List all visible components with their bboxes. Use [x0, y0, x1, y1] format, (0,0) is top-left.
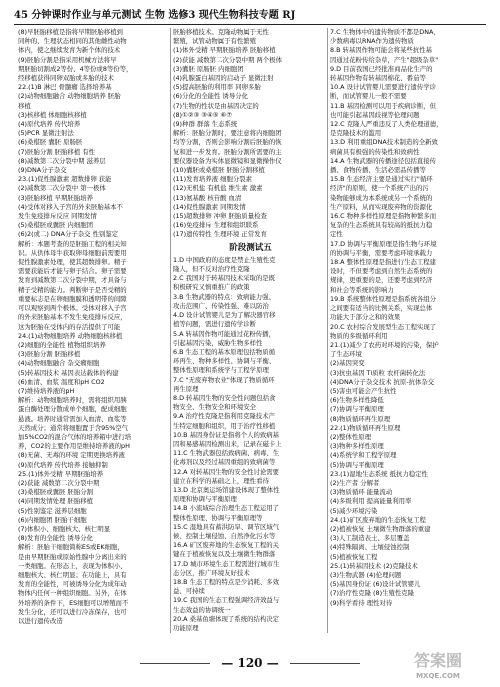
answer-line: 均等分割，否则会影响分割后胚胎的恢 — [173, 138, 282, 147]
answer-line: (5)转基因技术 基因表达载体的构建 — [18, 368, 119, 377]
answer-line: (6)桑椹胚 囊胚 原肠胚 — [18, 138, 83, 147]
answer-line: 12.C 克隆人严重违反了人类伦理道德， — [330, 120, 443, 129]
page-number-value: 120 — [237, 656, 263, 670]
answer-line: 识。从供体母牛获取卵母细胞前需要用 — [18, 248, 127, 257]
answer-line: 键在于植被恢复以及土壤微生物群落 — [173, 550, 276, 559]
answer-line: 的协调与平衡，需要考虑环境承载力 — [330, 248, 433, 257]
answer-line: (8)发育的全能性 诱导分化 — [18, 534, 93, 543]
answer-line: (16)免疫排斥 生理和组织联系 — [173, 221, 259, 230]
answer-line: (7)生物的性状是由基因决定的 — [173, 101, 259, 110]
answer-line: 重要标志是在卵细胞膜和透明带的间隙 — [18, 294, 127, 303]
answer-line: (9)胚胎分割是指采用机械方法将早 — [18, 55, 117, 64]
answer-line: 外培养的条件下，ES细胞可以增殖而不 — [18, 598, 129, 607]
answer-line: 解析：本题考查的是胚胎工程的相关知 — [18, 239, 127, 248]
answer-line: 积极研究又慎重推广的政策 — [173, 283, 250, 292]
answer-line: (8)早胚胎移植是指将早期胚胎移植到 — [18, 28, 123, 36]
answer-line: (5)协调与平衡原理 — [330, 460, 384, 469]
answer-line: 细胞核大、核仁明显；在功能上，具有 — [18, 570, 127, 579]
answer-line: 功能原理 — [173, 624, 199, 632]
answer-line: 13.D 北京奥运场馆建设体现了整体性 — [173, 485, 280, 494]
answer-line: 蛋白酶处理分散成单个细胞，配成细胞 — [18, 405, 127, 414]
answer-line: (4)动物细胞融合 杂交瘤细胞 — [18, 359, 100, 368]
answer-line: 了生态环境 — [330, 350, 362, 359]
answer-line: (6)血清、血浆 温度和pH CO2 — [18, 377, 105, 386]
answer-line: (7)胚胎分割 胚胎移植 有性 — [18, 147, 96, 156]
answer-line: 功能大于部分之和的效果 — [330, 313, 401, 322]
answer-line: 4.D 设计试管婴儿是为了解决器官移 — [173, 311, 276, 320]
answer-line: 11.B 基因检测可以用于疾病诊断，但 — [330, 101, 437, 110]
answer-line: 物体内任何一种组织细胞。另外，在体 — [18, 589, 127, 598]
answer-line: (8)减数第二次分裂中期 滋养层 — [18, 156, 106, 165]
answer-line: (8)无菌、无毒的环境 定期更换培养液 — [18, 451, 125, 460]
answer-line: 再生原理 — [173, 384, 199, 393]
answer-line: (7)协调与平衡原理 — [330, 405, 384, 414]
answer-line: 病菌具有极强的传染性和致病性 — [330, 147, 420, 156]
answer-line: 18.B 生态工程的特点是少消耗、多效 — [173, 577, 280, 586]
answer-line: (5)害虫可能会产生抗性 — [330, 386, 397, 395]
answer-line: (4)受体对移入子宫的外来胚胎基本不 — [18, 202, 123, 211]
answer-line: 体内，使之继续发育为新个体的技术 — [18, 46, 121, 55]
answer-line: 同种的、生理状态相同的其他雌性动物 — [18, 37, 127, 46]
answer-line: (4)原代培养 传代培养 — [18, 120, 81, 129]
answer-line: 态分区，推广环境友好技术 — [173, 568, 250, 577]
answer-line: 发育的全能性，可被诱导分化为成年动 — [18, 580, 127, 589]
answer-line: 引起基因污染，威胁生物多样性 — [173, 338, 263, 347]
answer-line: 10.B 基因身份证是指将个人的致病基 — [173, 430, 280, 439]
answer-column-1 — [18, 28, 173, 643]
answer-line: 3.B 生物武器的特点：致病能力强、 — [173, 292, 275, 301]
answer-line: (15)超数排卵 冲卵 胚胎质量检查 — [173, 212, 267, 221]
answer-line: (6)分化的全能性 诱导分化 — [173, 92, 248, 101]
answer-line: 18.A 整体性原理是指进行生态工程建 — [330, 258, 437, 267]
answer-line: 养，CO2的主要作用是维持培养液的pH — [18, 442, 130, 451]
answer-line: 断，而试管婴儿一般不需要 — [330, 92, 407, 101]
answer-line: 一类细胞。在形态上，表现为体积小、 — [18, 561, 127, 570]
answer-line: 24.(1)动物细胞培养 动物细胞核移植 — [18, 331, 123, 340]
answer-line: 这为胚胎在受体内的存活提供了可能 — [18, 322, 121, 331]
answer-line: 25.(1)体外受精 早期胚胎培养 — [18, 469, 104, 478]
answer-line: 的外来胚胎基本不发生免疫排斥反应， — [18, 313, 127, 322]
answer-line: 17.D 城市环境生态工程需进行城市生 — [173, 559, 280, 568]
answer-line: (4)同期发情处理 胚胎移植 — [18, 497, 93, 506]
answer-line: 染物能够成为本系统或另一个系统的 — [330, 193, 433, 202]
answer-line: 解析：动物细胞培养时，需将组织用胰 — [18, 396, 127, 405]
column-divider — [170, 28, 171, 633]
answer-line: 20.C 农村综合发展型生态工程实现了 — [330, 322, 437, 331]
column-divider — [327, 28, 328, 633]
answer-line: (2)植被恢复 土壤微生物群落的重建 — [330, 524, 431, 533]
answer-line: (3)核移植 体细胞核移植 — [18, 110, 87, 119]
answer-line: 整体性原理和系统学与工程学原理 — [173, 366, 269, 375]
watermark-logo — [384, 650, 492, 682]
answer-line: 环再生、物种多样性、协调与平衡、 — [173, 357, 276, 366]
answer-line: 24.(1)矿区废弃地的生态恢复工程 — [330, 515, 426, 524]
answer-line: 植等问题，需进行遗传学诊断 — [173, 320, 257, 329]
answer-line: (5)性别鉴定 滋养层细胞 — [18, 506, 87, 515]
answer-line: 规律，更重要的是，还要考虑到经济 — [330, 276, 433, 285]
answer-line: (8)物质循环再生原理 — [330, 414, 391, 423]
answer-line: 发生分化，还可以进行冷冻保存，也可 — [18, 607, 127, 616]
answer-line: 14.A 生物武器的传播途径包括直接传 — [330, 156, 437, 165]
answer-line: 5.A 转基因作物可能通过花粉传播， — [173, 329, 275, 338]
answer-line: 生产原料，从而实现废弃物的资源化 — [330, 202, 433, 211]
answer-line: (5)桑椹胚或囊胚 内细胞团 — [18, 221, 93, 230]
answer-line: 8.D 转基因生物的安全性问题包括食 — [173, 393, 276, 402]
answer-line: (3)抗虫基因 Ti质粒 农杆菌转化法 — [330, 368, 426, 377]
answer-line: 15.B 生态经济主要是通过实行"循环 — [330, 175, 433, 184]
answer-line: (5)提高胚胎的利用率 同卵多胎 — [173, 83, 261, 92]
answer-line: 14.B 小流域综合治理生态工程运用了 — [173, 504, 280, 513]
answer-line: (4)特殊隔离、土壤侵蚀控制 — [330, 543, 410, 552]
answer-line: 要仪器设备为实体显微镜和显微操作仪 — [173, 156, 282, 165]
answer-line: (8)①②③ ③④⑤ ⑥⑦ — [173, 110, 232, 119]
answer-line: (5)减少环境污染 — [330, 506, 378, 515]
answer-line: 7.C 生物体中的遗传物质不都是DNA， — [330, 28, 440, 36]
answer-line: (14)促性腺激素 同期发情 — [173, 202, 246, 211]
answer-line: 16.C 物种多样性原理是指物种繁多而 — [330, 212, 437, 221]
answer-line: (9)科学看待 理性对待 — [330, 598, 393, 607]
answer-line: 播、食物传播、生活必需品传播等 — [330, 166, 426, 175]
answer-line: 少数病毒以RNA作为遗传物质 — [330, 37, 414, 46]
answer-line: (2)获能 减数第二次分裂中期 — [18, 478, 100, 487]
answer-line: (6)2(或二) DNA分子杂交 性别鉴定 — [18, 230, 119, 239]
answer-line: (10)囊胚或桑椹胚 胚胎分割移植 — [173, 166, 265, 175]
answer-line: 9.A 治疗性克隆是指利用克隆技术产 — [173, 412, 275, 421]
answer-line: 隆人，但不反对治疗性克隆 — [173, 265, 250, 274]
answer-line: 2.C 我国对于转基因技术采取的是既 — [173, 274, 276, 283]
answer-line: 21.(1)减少了农药对环境的污染，保护 — [330, 340, 439, 349]
answer-line: 期胚胎切割成2等份、4等份或8等份等， — [18, 64, 133, 73]
answer-line: (3)桑椹胚或囊胚 胚胎分割 — [18, 488, 93, 497]
answer-line: (2)减数第二次分裂中 第一极体 — [18, 184, 106, 193]
answer-line: 以进行遗传改造 — [18, 617, 63, 625]
answer-line: 6.B 生态工程的基本原理包括物质循 — [173, 347, 275, 356]
answer-line: 设时，不但要考虑到自然生态系统的 — [330, 267, 433, 276]
answer-line: (3)人工制造表土、多层覆盖 — [330, 534, 410, 543]
answer-line: 也可能引起基因歧视等伦理问题 — [330, 110, 420, 119]
answer-column-2 — [173, 28, 328, 636]
answer-line: (9)原代培养 传代培养 接触抑制 — [18, 460, 108, 469]
answer-line: 解析：胚胎分割时，要注意将内细胞团 — [173, 129, 282, 138]
answer-line: 定性 — [330, 230, 343, 239]
answer-line: 生特定细胞和组织，用于治疗性移植 — [173, 421, 276, 430]
answer-line: 20.A 桑基鱼塘体现了系统的结构决定 — [173, 614, 280, 623]
answer-line: 因通过花粉传给杂草，产生"超级杂草" — [330, 55, 439, 64]
answer-line: 11.C 生物武器包括致病菌、病毒、生 — [173, 449, 280, 458]
answer-line: 13.D 利用重组DNA技术制造的全新致 — [330, 138, 438, 147]
answer-line: 加5%CO2的混合气体的培养箱中进行培 — [18, 432, 132, 441]
answer-line: (6)生物多样性降低 — [330, 396, 384, 405]
answer-line: 转基因作物有转基因棉花、番茄等 — [330, 74, 426, 83]
answer-line: 发育到减数第二次分裂中期，才具备与 — [18, 276, 127, 285]
answer-line: 和社会等系统的影响力 — [330, 285, 394, 294]
answer-line: (9)DNA分子杂交 — [18, 166, 67, 175]
answer-line: 25.(1)转基因技术 (2)克隆技术 — [330, 561, 418, 570]
answer-line: (7)维持培养液的pH — [18, 386, 75, 395]
page-header — [14, 6, 486, 25]
answer-line: 攻击范围广、传染性强、难以防治 — [173, 301, 269, 310]
answer-line: 繁殖，试管动物属于有性繁殖 — [173, 37, 257, 46]
answer-line: 胚胎移植技术。克隆动物属于无性 — [173, 28, 269, 36]
answer-line: (3)物种多样性原理 — [330, 442, 384, 451]
answer-line: 15.C 湿地具有蓄洪防旱、调节区域气 — [173, 522, 280, 531]
answer-line: (7)治疗性克隆 (8)生殖性克隆 — [330, 589, 415, 598]
answer-line: (4)乳腺蛋白基因的启动子 显微注射 — [173, 74, 274, 83]
answer-line: 复和进一步发育。胚胎分割所需要的主 — [173, 147, 282, 156]
answer-line: 10.A 设计试管婴儿需要进行遗传学诊 — [330, 83, 437, 92]
answer-line: (5)植被恢复工程 — [330, 552, 378, 561]
answer-line: (9)种群 群落 生态系统 — [173, 120, 238, 129]
page-number-rule-right — [290, 663, 360, 664]
answer-line: (3)生物武器 (4)伦理问题 — [330, 570, 402, 579]
answer-line: 经济"的原则，使一个系统产出的污 — [330, 184, 429, 193]
answer-line: 19.C 我国的生态工程强调经济效益与 — [173, 596, 280, 605]
answer-line: (7)体积小、细胞核大、核仁明显 — [18, 524, 111, 533]
answer-line: 建立在科学的基础之上，理性看待 — [173, 476, 269, 485]
answer-line: 物安全、生物安全和环境安全 — [173, 403, 257, 412]
watermark-text: 答案圈 — [413, 651, 462, 670]
answer-line: 发生免疫排斥反应 同期发情 — [18, 212, 97, 221]
answer-line: (6)内细胞团 胚胎干细胞 — [18, 515, 87, 524]
answer-line: 8.B 转基因作物可能会将某些抗性基 — [330, 46, 432, 55]
page-number: — 120 — — [221, 656, 279, 670]
answer-line: 物质的多级循环利用 — [330, 331, 388, 340]
answer-line: 22.(1)物质循环再生原理 — [330, 423, 401, 432]
answer-line: 化毒剂以及经过基因重组的致病菌等 — [173, 458, 276, 467]
answer-line: (2)细胞的全能性 植物组织培养 — [18, 340, 106, 349]
answer-line: (2)整体性原理 — [330, 432, 372, 441]
answer-line: 天然成分；通常将细胞置于含95%空气 — [18, 423, 129, 432]
answer-line: 因和易感基因检测出来，记录在磁卡上 — [173, 439, 282, 448]
answer-line: 12.A 对转基因生物的安全性讨论需要 — [173, 467, 280, 476]
watermark-url: MXQE.COM — [416, 672, 460, 680]
answer-line: (4)DNA分子杂交技术 抗原-抗体杂交 — [330, 377, 435, 386]
answer-line: 22.(1)B 淋巴 骨髓瘤 选择培养基 — [18, 83, 112, 92]
answer-line: 促性腺激素处理，使其超数排卵。精子 — [18, 258, 127, 267]
answer-line: 解析：胚胎干细胞简称ES或EK细胞， — [18, 543, 124, 552]
answer-line: 是克隆技术的滥用 — [330, 129, 382, 138]
answer-line: 19.B 系统整体性原理是指系统各组分 — [330, 294, 437, 303]
answer-line: (4)多级利用 提高能量利用率 — [330, 497, 412, 506]
answer-line: (3)囊胚 原肠胚 内细胞团 — [173, 64, 244, 73]
answer-column-3 — [330, 28, 485, 636]
answer-line: 16.A 矿区废弃地的生态恢复工程的关 — [173, 541, 280, 550]
answer-line: 精子受精的能力。判断卵子是否受精的 — [18, 285, 127, 294]
answer-line: 悬液。培养时通常需加入血清、血浆等 — [18, 414, 127, 423]
answer-line: 原理和协调与平衡原理 — [173, 495, 237, 504]
section-title: 阶段测试五 — [229, 242, 272, 253]
answer-line: (3)物质循环 能量流动 — [330, 488, 393, 497]
answer-line: (2)生产者 分解者 — [330, 478, 380, 487]
answer-line: 候、控制土壤侵蚀、自然净化污水等 — [173, 531, 276, 540]
answer-line: (17)遗传特性 生理环境 正常发育 — [173, 230, 267, 239]
answer-line: 益、可持续 — [173, 587, 205, 596]
answer-line: 整体性原理、协调与平衡原理等 — [173, 513, 263, 522]
answer-line: 需要获能后才能与卵子结合。卵子需要 — [18, 267, 127, 276]
answer-line: (2)获能 减数第二次分裂中期 两个极体 — [173, 55, 282, 64]
answer-line: (2)动物细胞融合 动物细胞培养 胚胎 — [18, 92, 121, 101]
answer-line: (2)基因突变 — [330, 359, 365, 368]
answer-line: (1)体外受精 早期胚胎培养 胚胎移植 — [173, 46, 276, 55]
answer-line: (12)无机盐 有机盐 维生素 激素 — [173, 184, 263, 193]
answer-line: (3)胚胎移植 早期胚胎培养 — [18, 193, 93, 202]
answer-line: 1.D 中国政府的态度是禁止生殖性克 — [173, 255, 276, 264]
answer-line: (13)氨基酸 核苷酸 血清 — [173, 193, 242, 202]
header-title: 45 分钟课时作业与单元测试 生物 选修3 现代生物科技专题 RJ — [14, 10, 296, 21]
answer-line: (5)PCR 显微注射法 — [18, 129, 74, 138]
answer-line: 是由早期胚胎或原始性腺中分离出来的 — [18, 552, 127, 561]
answer-line: 移植 — [18, 101, 31, 110]
answer-line: 经移植获得同卵双胎或多胎的技术 — [18, 74, 114, 83]
answer-line: 可以观察到两个极体。受体对移入子宫 — [18, 304, 127, 313]
answer-line: (11)发育培养液 细胞分裂素 — [173, 175, 253, 184]
answer-line: (3)胚胎分割 胚胎移植 — [18, 350, 81, 359]
answer-line: 复杂的生态系统具有较高的抵抗力稳 — [330, 221, 433, 230]
answer-line: (5)基因身份证 (6)设计试管婴儿 — [330, 580, 421, 589]
answer-line: 23.(1)促性腺激素 超数排卵 获能 — [18, 175, 112, 184]
answer-line: 之间要有适当的比例关系，实现总体 — [330, 304, 433, 313]
answer-line: 17.D 协调与平衡原理是指生物与环境 — [330, 239, 437, 248]
answer-line: (4)系统学和工程学原理 — [330, 451, 397, 460]
answer-line: 23.(1)湿地生态系统 抵抗力稳定性 — [330, 469, 428, 478]
answer-line: 7.C "无废弃物农业"体现了物质循环 — [173, 375, 275, 384]
answer-line: 生态效益的协调统一 — [173, 605, 231, 614]
answer-line: 9.D 目前我国已经批准商品化生产的 — [330, 64, 433, 73]
